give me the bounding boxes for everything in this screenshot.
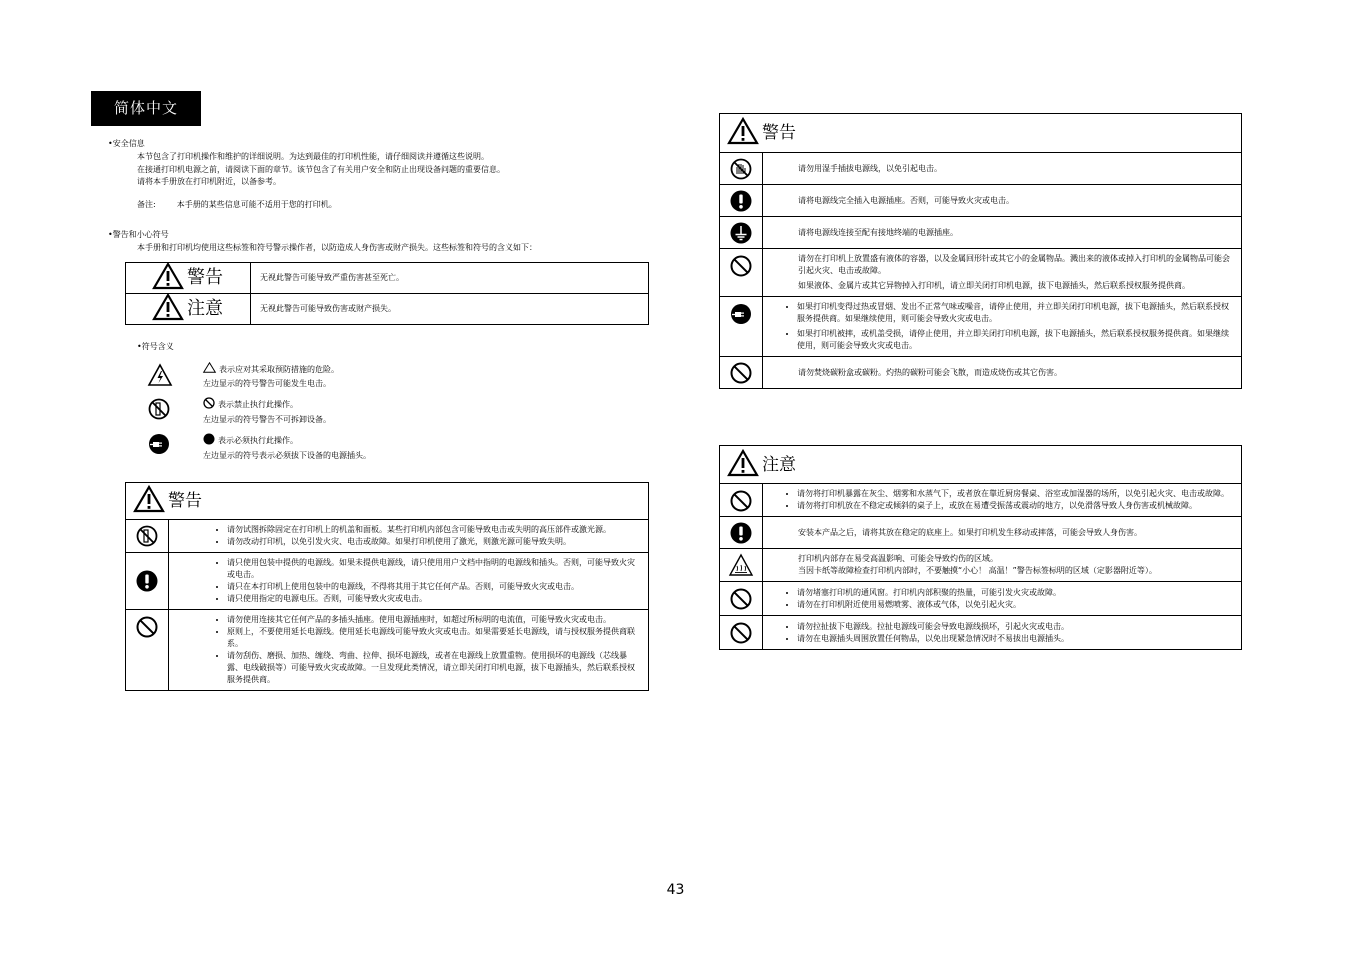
mandatory-icon <box>126 553 169 610</box>
warning-row <box>126 520 649 553</box>
signal-desc: 无视此警告可能导致严重伤害甚至死亡。 <box>251 263 649 294</box>
warning-row <box>720 249 1242 297</box>
warning-bullet: • 请勿使用连接其它任何产品的多插头插座。使用电源插座时，如超过所标明的电流值，可能导致火灾或电击。 <box>227 614 640 626</box>
warning-header-row <box>720 114 1242 153</box>
caution-text: 安装本产品之后，请将其放在稳定的底座上。如果打印机发生移动或摔落，可能会导致人身伤害。 <box>763 517 1242 549</box>
warning-bullet: • 请勿试图拆除固定在打印机上的机盖和面板。某些打印机内部包含可能导致电击或失明的高压部件或激光源。 <box>227 524 640 536</box>
language-tab: 简体中文 <box>91 91 201 126</box>
page-number: 43 <box>666 882 685 898</box>
legend-line: 表示应对其采取预防措施的危险。 <box>219 364 339 374</box>
warning-row <box>720 357 1242 389</box>
safety-line: 在接通打印机电源之前，请阅读下面的章节。该节包含了有关用户安全和防止出现设备问题的重要信息。 <box>137 164 505 174</box>
small-prohibited-icon <box>203 397 215 414</box>
warning-bullet: • 原则上，不要使用延长电源线。使用延长电源线可能导致火灾或电击。如果需要延长电源线，请与授权服务提供商联系。 <box>227 626 640 650</box>
warning-bullet: • 请勿刮伤、磨损、加热、缠绕、弯曲、拉伸、损坏电源线，或者在电源线上放置重物。使用损坏的电源线（芯线暴露、电线破损等）可能导致火灾或故障。一旦发现此类情况，请立即关闭打印机电源，拔下电源插头，然后联系授权服务提供商。 <box>227 650 640 686</box>
caution-row <box>720 517 1242 549</box>
caution-title: 注意 <box>762 454 796 475</box>
prohibited-icon <box>720 616 763 650</box>
caution-bullet: • 请勿将打印机暴露在灰尘、烟雾和水蒸气下，或者放在靠近厨房餐桌、浴室或加湿器的场所，以免引起火灾、电击或故障。 <box>797 488 1233 500</box>
caution-row <box>720 616 1242 650</box>
warning-bullet: • 如果打印机变得过热或冒烟、发出不正常气味或噪音，请停止使用，并立即关闭打印机电源，拔下电源插头，然后联系授权服务提供商。如果继续使用，则可能会导致火灾或电击。 <box>797 301 1233 325</box>
warning-triangle-icon <box>134 486 164 516</box>
prohibited-icon <box>126 610 169 691</box>
signal-label: 警告 <box>187 267 223 288</box>
legend-line: 表示禁止执行此操作。 <box>218 400 298 409</box>
caution-bullet: • 请勿在电源插头周围放置任何物品，以免出现紧急情况时不易拔出电源插头。 <box>797 633 1233 645</box>
legend-line: 左边显示的符号表示必须拔下设备的电源插头。 <box>203 450 371 460</box>
ground-icon <box>720 217 763 249</box>
warning-bullet: • 请勿改动打印机，以免引发火灾、电击或故障。如果打印机使用了激光，则激光源可能导致失明。 <box>227 536 640 548</box>
mandatory-icon <box>720 517 763 549</box>
warning-title: 警告 <box>762 123 796 143</box>
caution-bullet: • 请勿将打印机放在不稳定或倾斜的桌子上，或放在易遭受振荡或震动的地方，以免滑落导致人身伤害或机械故障。 <box>797 500 1233 512</box>
caution-triangle-icon <box>153 294 183 324</box>
symbols-intro: 本手册和打印机均使用这些标签和符号警示操作者，以防造成人身伤害或财产损失。这些标签和符号的含义如下： <box>137 243 537 252</box>
warning-text: 请勿在打印机上放置盛有液体的容器，以及金属回形针或其它小的金属物品。溅出来的液体或掉入打印机的金属物品可能会引起火灾、电击或故障。 <box>798 254 1230 275</box>
signal-word-table <box>125 262 649 325</box>
note-text: 本手册的某些信息可能不适用于您的打印机。 <box>176 200 337 209</box>
warning-text: 请勿焚烧碳粉盒或碳粉。灼热的碳粉可能会飞散，而造成烧伤或其它伤害。 <box>763 357 1242 389</box>
safety-line: 本节包含了打印机操作和维护的详细说明。为达到最佳的打印机性能，请仔细阅读并遵循这些说明。 <box>137 152 489 161</box>
prohibited-icon <box>720 582 763 616</box>
safety-line: 请将本手册放在打印机附近，以备参考。 <box>137 177 281 186</box>
caution-header-row <box>720 446 1242 484</box>
legend-line: 左边显示的符号警告可能发生电击。 <box>203 378 331 388</box>
warning-row <box>720 153 1242 185</box>
small-mandatory-dot-icon <box>203 433 215 450</box>
caution-row <box>720 582 1242 616</box>
caution-text: 当因卡纸等故障检查打印机内部时，不要触摸“小心！ 高温！”警告标签标明的区域（定影器附近等）。 <box>798 566 1157 575</box>
no-disassemble-icon <box>148 398 170 424</box>
symbols-heading: •警告和小心符号 <box>108 230 169 239</box>
warning-row <box>126 553 649 610</box>
warning-row <box>720 185 1242 217</box>
caution-bullet: • 请勿拉扯拔下电源线。拉扯电源线可能会导致电源线损坏，引起火灾或电击。 <box>797 621 1233 633</box>
warning-text: 请将电源线连接至配有接地终端的电源插座。 <box>763 217 1242 249</box>
legend-line: 表示必须执行此操作。 <box>218 436 298 445</box>
caution-bullet: • 请勿在打印机附近使用易燃喷雾、液体或气体，以免引起火灾。 <box>797 599 1233 611</box>
no-wet-hands-icon <box>720 153 763 185</box>
warning-bullet: • 请只在本打印机上使用包装中的电源线，不得将其用于其它任何产品。否则，可能导致火灾或电击。 <box>227 581 640 593</box>
signal-label: 注意 <box>187 298 223 319</box>
legend-item <box>203 397 331 426</box>
warning-bullet: • 请只使用指定的电源电压。否则，可能导致火灾或电击。 <box>227 593 640 605</box>
unplug-icon <box>148 433 170 459</box>
caution-bullet: • 请勿堵塞打印机的通风窗。打印机内部积聚的热量，可能引发火灾或故障。 <box>797 587 1233 599</box>
caution-row <box>720 549 1242 582</box>
signal-row-warning <box>126 263 649 294</box>
no-disassemble-icon <box>126 520 169 553</box>
caution-row <box>720 484 1242 517</box>
small-triangle-icon <box>203 362 216 378</box>
legend-item <box>203 433 371 462</box>
prohibited-icon <box>720 484 763 517</box>
legend-heading: •符号含义 <box>137 342 174 351</box>
safety-heading: •安全信息 <box>108 139 145 148</box>
electric-shock-icon <box>148 364 172 390</box>
prohibited-icon <box>720 249 763 297</box>
legend-item <box>203 362 339 390</box>
warning-bullet: • 请只使用包装中提供的电源线。如果未提供电源线，请只使用用户文档中指明的电源线和插头。否则，可能导致火灾或电击。 <box>227 557 640 581</box>
caution-triangle-icon <box>728 450 758 480</box>
warning-text: 如果液体、金属片或其它异物掉入打印机，请立即关闭打印机电源，拔下电源插头，然后联系授权服务提供商。 <box>798 281 1190 290</box>
warning-row <box>720 297 1242 357</box>
warning-text: 请将电源线完全插入电源插座。否则，可能导致火灾或电击。 <box>763 185 1242 217</box>
right-warning-table <box>719 113 1242 389</box>
prohibited-icon <box>720 357 763 389</box>
hot-surface-icon <box>720 549 763 582</box>
warning-triangle-icon <box>728 118 758 148</box>
warning-text: 请勿用湿手插拔电源线，以免引起电击。 <box>763 153 1242 185</box>
safety-note <box>137 199 337 212</box>
warning-triangle-icon <box>153 263 183 293</box>
warning-row <box>126 610 649 691</box>
signal-row-caution <box>126 294 649 325</box>
warning-bullet: • 如果打印机被摔，或机盖受损，请停止使用，并立即关闭打印机电源，拔下电源插头，然后联系授权服务提供商。如果继续使用，则可能会导致火灾或电击。 <box>797 328 1233 352</box>
note-label: 备注: <box>137 200 156 209</box>
signal-desc: 无视此警告可能导致伤害或财产损失。 <box>251 294 649 325</box>
legend-line: 左边显示的符号警告不可拆卸设备。 <box>203 414 331 424</box>
unplug-icon <box>720 297 763 357</box>
left-warning-table <box>125 482 649 691</box>
right-caution-table <box>719 445 1242 650</box>
warning-title: 警告 <box>168 491 202 511</box>
safety-body <box>137 151 505 189</box>
mandatory-icon <box>720 185 763 217</box>
warning-header-row <box>126 483 649 520</box>
warning-row <box>720 217 1242 249</box>
caution-text: 打印机内部存在易受高温影响、可能会导致灼伤的区域。 <box>798 554 998 563</box>
